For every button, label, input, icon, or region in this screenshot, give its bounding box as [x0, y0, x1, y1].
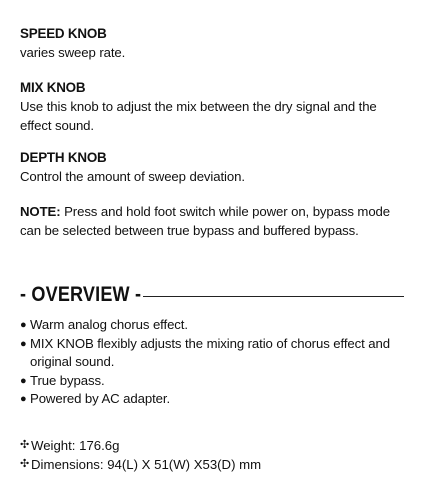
list-item-text: MIX KNOB flexibly adjusts the mixing ratio of chorus effect and original sound.: [30, 335, 390, 370]
list-item: [20, 335, 410, 372]
mix-knob-description: Use this knob to adjust the mix between the dry signal and the effect sound.: [20, 99, 377, 133]
bullet-icon: ●: [20, 319, 27, 331]
speed-knob-description: varies sweep rate.: [20, 45, 126, 60]
spec-weight-text: Weight: 176.6g: [31, 438, 120, 453]
overview-divider: [143, 296, 404, 297]
depth-knob-heading: DEPTH KNOB: [20, 150, 107, 165]
note-section: [20, 202, 410, 240]
list-item-text: Powered by AC adapter.: [30, 391, 171, 407]
list-item: [20, 390, 410, 409]
bullet-icon: ●: [20, 337, 27, 350]
specs-list: [20, 436, 410, 474]
note-label: NOTE:: [20, 204, 61, 219]
list-item: [20, 316, 410, 335]
bullet-icon: ●: [20, 374, 27, 387]
list-item-text: True bypass.: [30, 372, 105, 388]
list-item-text: Warm analog chorus effect.: [30, 317, 188, 332]
list-item: [20, 372, 410, 391]
mix-knob-heading: MIX KNOB: [20, 80, 86, 95]
note-text: Press and hold foot switch while power on, bypass mode can be selected between true bypass and buffered bypass.: [20, 204, 391, 238]
spec-dimensions-text: Dimensions: 94(L) X 51(W) X53(D) mm: [31, 457, 262, 472]
overview-list: [20, 316, 410, 409]
overview-header: [20, 280, 404, 310]
spec-weight: [20, 436, 410, 455]
speed-knob-heading: SPEED KNOB: [20, 26, 107, 41]
mix-knob-section: [20, 78, 410, 135]
overview-title: - OVERVIEW -: [20, 283, 142, 306]
spec-marker-icon: ✣: [20, 439, 30, 451]
speed-knob-section: [20, 24, 410, 62]
depth-knob-section: [20, 148, 410, 186]
spec-marker-icon: ✣: [20, 458, 30, 470]
spec-dimensions: [20, 455, 410, 474]
depth-knob-description: Control the amount of sweep deviation.: [20, 169, 245, 184]
bullet-icon: ●: [20, 393, 27, 406]
